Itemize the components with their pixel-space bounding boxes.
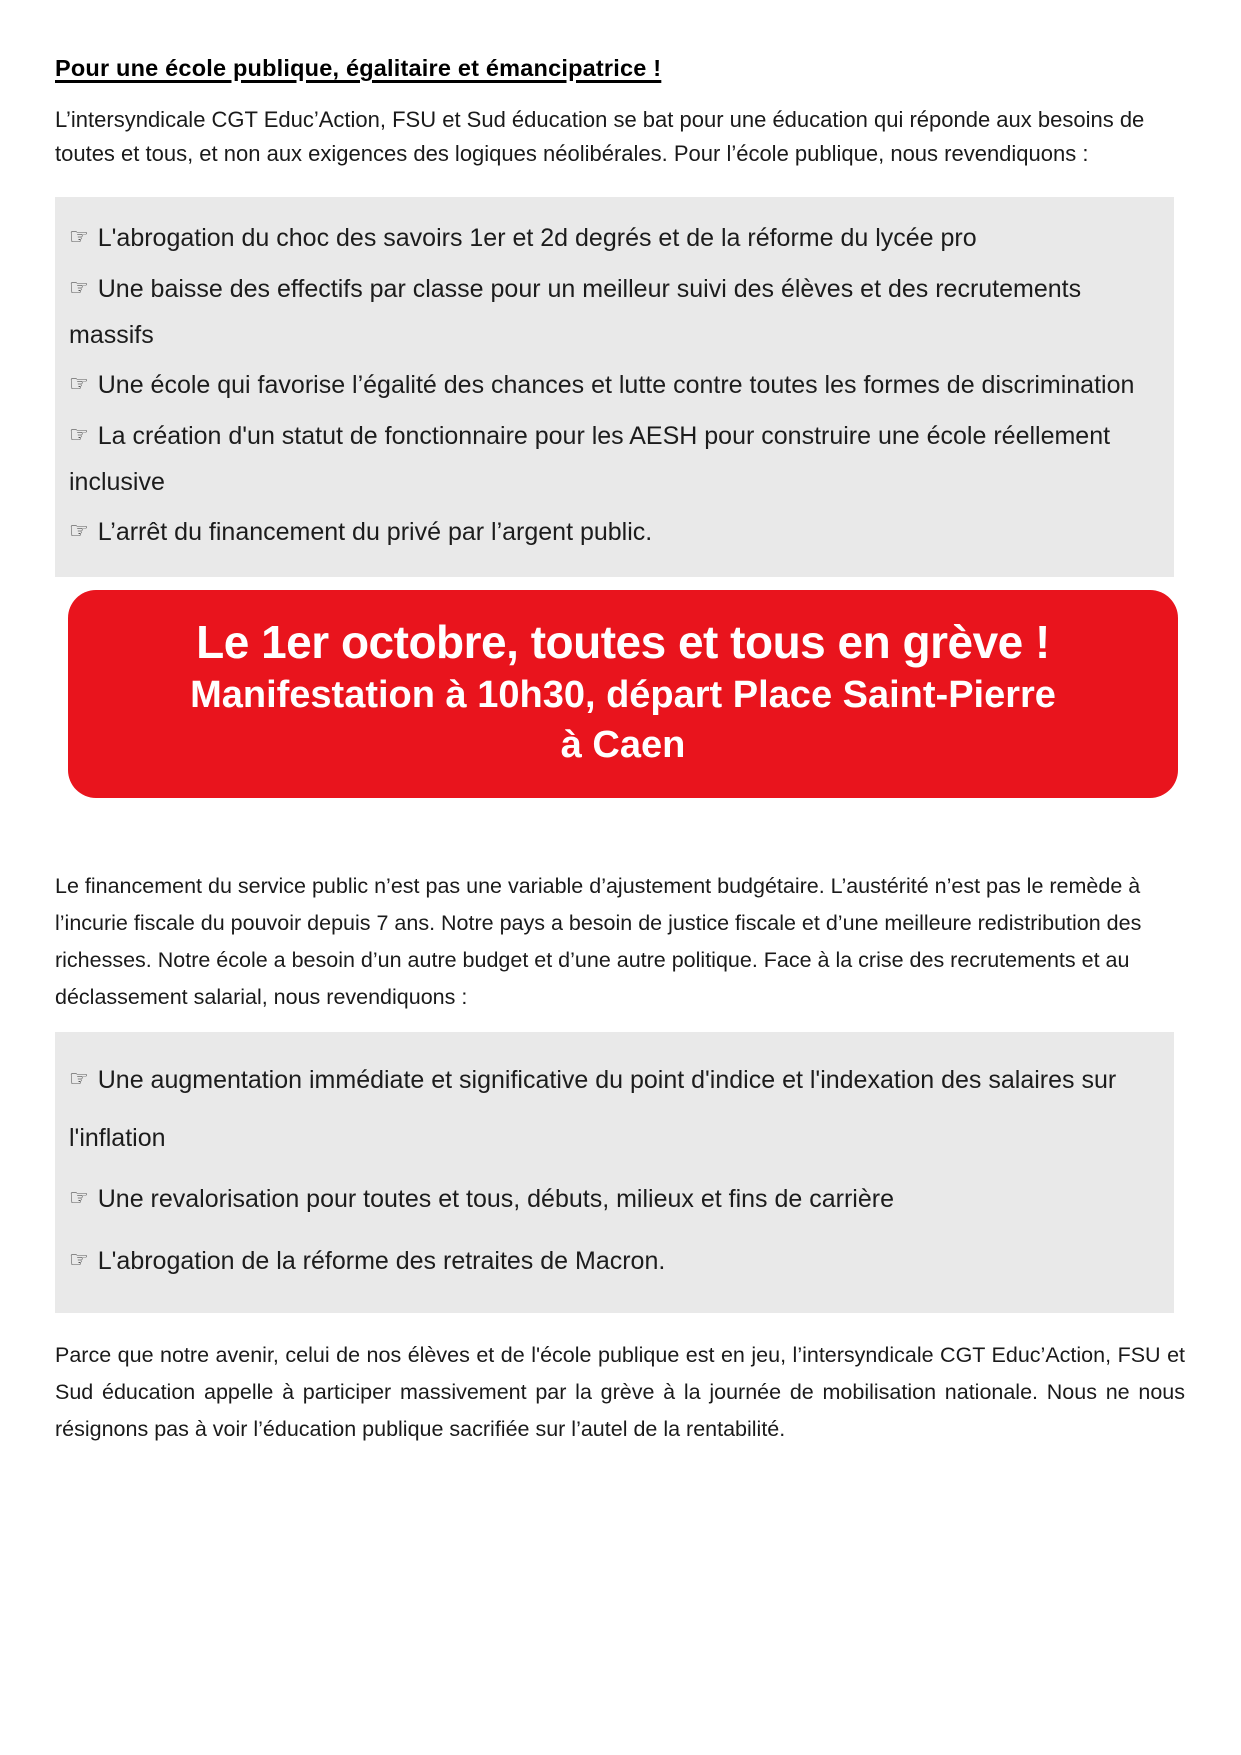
demand-text: L'abrogation du choc des savoirs 1er et 2d degrés et de la réforme du lycée pro: [97, 224, 977, 252]
demand-text: Une école qui favorise l’égalité des chances et lutte contre toutes les formes de discrimination: [97, 371, 1135, 399]
list-item: [69, 510, 1148, 556]
intro-paragraph: L’intersyndicale CGT Educ’Action, FSU et Sud éducation se bat pour une éducation qui réponde aux besoins de toutes et tous, et non aux exigences des logiques néolibérales. Pour l’école publique, nous revendiquons :: [55, 107, 1145, 166]
demand-text: Une baisse des effectifs par classe pour un meilleur suivi des élèves et des recrutements massifs: [69, 275, 1082, 349]
demonstration-details: Manifestation à 10h30, départ Place Saint-Pierre: [190, 674, 1056, 716]
list-item: [69, 216, 1148, 262]
list-item: [69, 1171, 1148, 1229]
demand-text: Une revalorisation pour toutes et tous, débuts, milieux et fins de carrière: [97, 1185, 894, 1213]
list-item: [69, 414, 1148, 505]
demands-box-salaries: [55, 1032, 1174, 1313]
pointing-hand-icon: ☞: [69, 372, 89, 397]
demand-text: La création d'un statut de fonctionnaire pour les AESH pour construire une école réellement inclusive: [69, 422, 1111, 496]
demands-box-school: [55, 197, 1174, 577]
list-item: [69, 363, 1148, 409]
page-title: Pour une école publique, égalitaire et émancipatrice !: [55, 55, 662, 81]
pointing-hand-icon: ☞: [69, 423, 89, 448]
pointing-hand-icon: ☞: [69, 225, 89, 250]
pointing-hand-icon: ☞: [69, 1186, 89, 1211]
budget-paragraph: Le financement du service public n’est pas une variable d’ajustement budgétaire. L’austérité n’est pas le remède à l’incurie fiscale du pouvoir depuis 7 ans. Notre pays a besoin de justice fiscale et d’une meilleure redistribution des richesses. Notre école a besoin d’un autre budget et d’une autre politique. Face à la crise des recrutements et au déclassement salarial, nous revendiquons :: [55, 874, 1142, 1009]
strike-banner: [68, 590, 1178, 798]
demonstration-city: à Caen: [560, 724, 686, 766]
closing-paragraph: Parce que notre avenir, celui de nos élèves et de l'école publique est en jeu, l’intersyndicale CGT Educ’Action, FSU et Sud éducation appelle à participer massivement par la grève à la journée de mobilisation nationale. Nous ne nous résignons pas à voir l’éducation publique sacrifiée sur l’autel de la rentabilité.: [55, 1343, 1185, 1441]
demand-text: Une augmentation immédiate et significative du point d'indice et l'indexation des salaires sur l'inflation: [69, 1066, 1117, 1152]
list-item: [69, 1052, 1148, 1167]
demand-text: L’arrêt du financement du privé par l’argent public.: [97, 518, 653, 546]
pointing-hand-icon: ☞: [69, 276, 89, 301]
pointing-hand-icon: ☞: [69, 519, 89, 544]
strike-date-headline: Le 1er octobre, toutes et tous en grève !: [196, 616, 1050, 668]
pointing-hand-icon: ☞: [69, 1067, 89, 1092]
demand-text: L'abrogation de la réforme des retraites de Macron.: [97, 1247, 666, 1275]
list-item: [69, 267, 1148, 358]
list-item: [69, 1233, 1148, 1291]
pointing-hand-icon: ☞: [69, 1248, 89, 1273]
